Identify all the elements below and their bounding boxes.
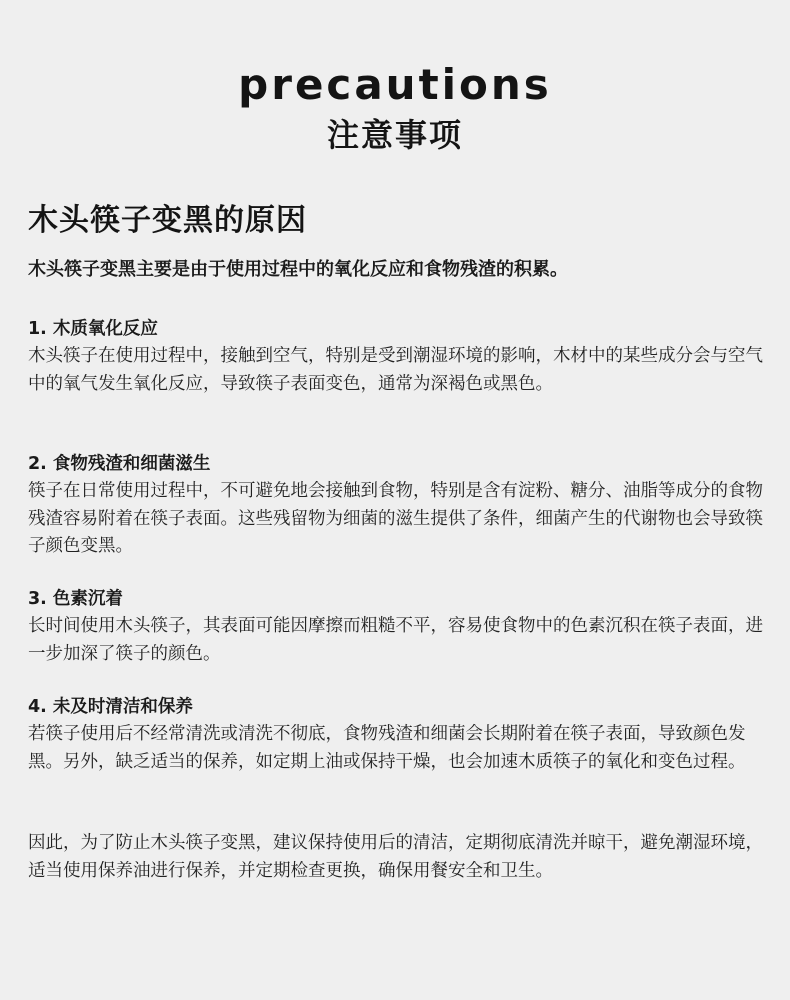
title-english: precautions	[238, 60, 552, 109]
section-intro: 木头筷子变黑主要是由于使用过程中的氧化反应和食物残渣的积累。	[28, 259, 568, 280]
reason-item-body: 木头筷子在使用过程中，接触到空气，特别是受到潮湿环境的影响，木材中的某些成分会与空气中的氧气发生氧化反应，导致筷子表面变色，通常为深褐色或黑色。	[28, 346, 763, 394]
reason-item-title: 4. 未及时清洁和保养	[28, 697, 193, 717]
reason-item-food-residue	[28, 451, 768, 561]
reason-item-body: 筷子在日常使用过程中，不可避免地会接触到食物，特别是含有淀粉、糖分、油脂等成分的食物残渣容易附着在筷子表面。这些残留物为细菌的滋生提供了条件，细菌产生的代谢物也会导致筷子颜色变黑。	[28, 481, 763, 556]
reason-item-body: 长时间使用木头筷子，其表面可能因摩擦而粗糙不平，容易使食物中的色素沉积在筷子表面，进一步加深了筷子的颜色。	[28, 616, 763, 664]
reason-item-pigment	[28, 586, 768, 668]
reason-item-cleaning	[28, 694, 768, 776]
reason-item-title: 2. 食物残渣和细菌滋生	[28, 454, 211, 474]
conclusion-paragraph: 因此，为了防止木头筷子变黑，建议保持使用后的清洁，定期彻底清洗并晾干，避免潮湿环境，适当使用保养油进行保养，并定期检查更换，确保用餐安全和卫生。	[28, 833, 763, 881]
reason-item-body: 若筷子使用后不经常清洗或清洗不彻底，食物残渣和细菌会长期附着在筷子表面，导致颜色发黑。另外，缺乏适当的保养，如定期上油或保持干燥，也会加速木质筷子的氧化和变色过程。	[28, 724, 746, 772]
reason-item-title: 1. 木质氧化反应	[28, 319, 158, 339]
title-chinese: 注意事项	[326, 116, 463, 154]
section-heading: 木头筷子变黑的原因	[28, 203, 307, 238]
reason-item-title: 3. 色素沉着	[28, 589, 123, 609]
reason-item-oxidation	[28, 316, 768, 398]
